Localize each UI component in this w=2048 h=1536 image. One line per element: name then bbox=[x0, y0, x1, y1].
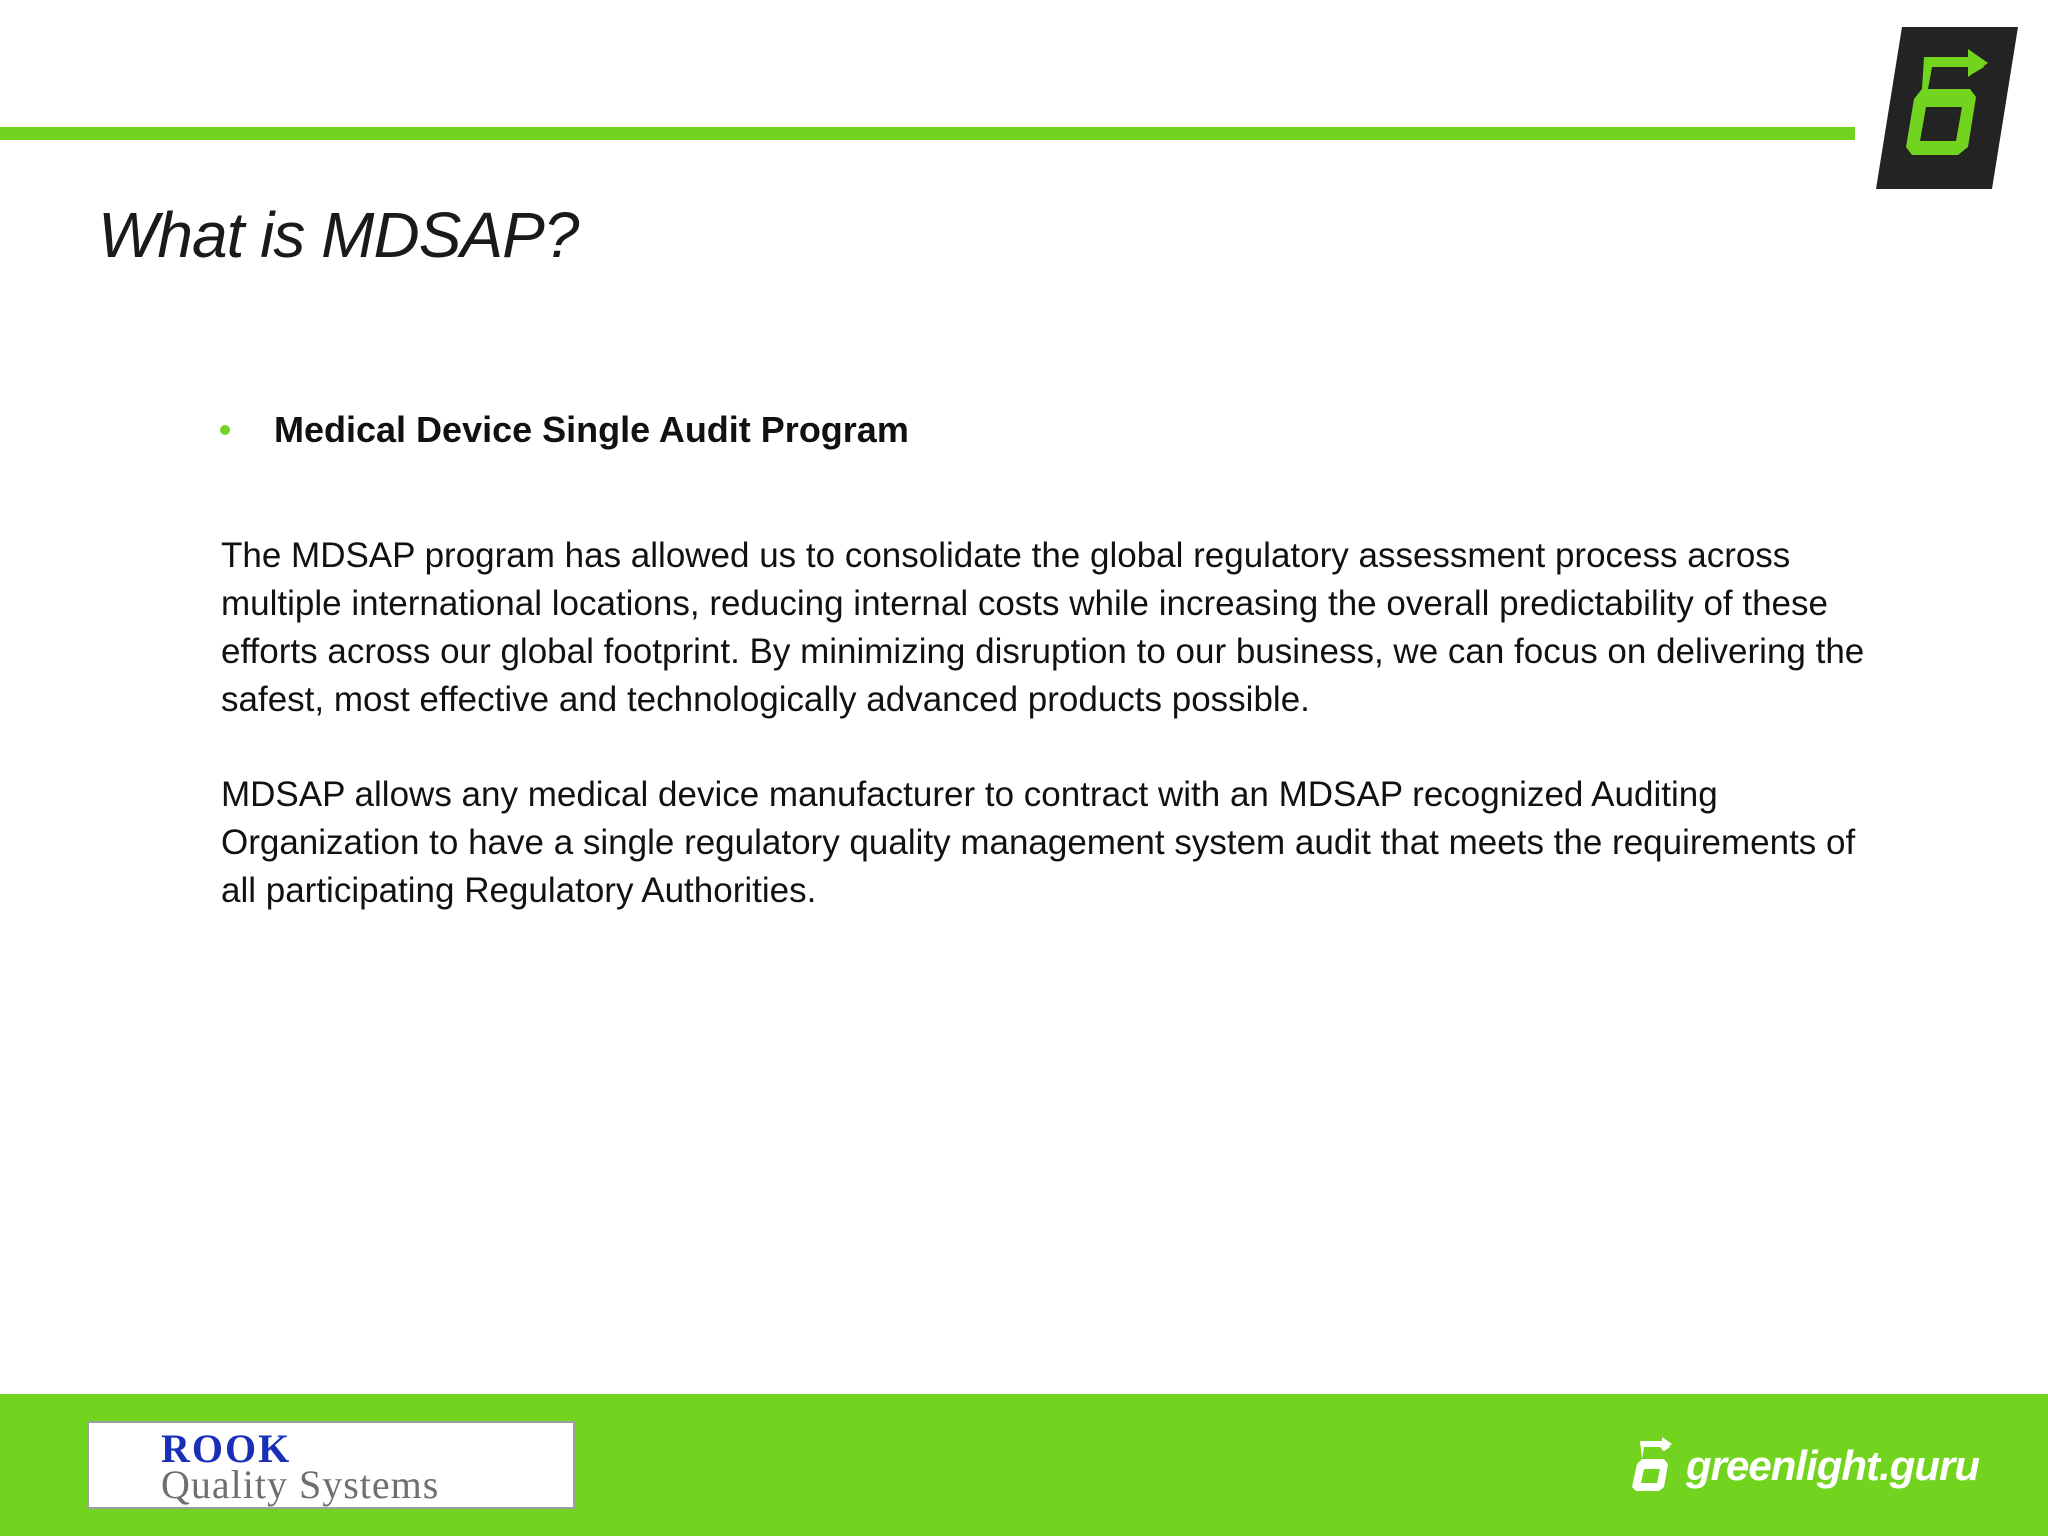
body-paragraph-1: The MDSAP program has allowed us to consolidate the global regulatory assessment process across multiple international locations, reducing internal costs while increasing the overall predictability of these efforts across our global footprint. By minimizing disruption to our business, we can focus on delivering the safest, most effective and technologically advanced products possible. bbox=[221, 536, 1865, 719]
bullet-text: Medical Device Single Audit Program bbox=[274, 409, 909, 450]
slide-title: What is MDSAP? bbox=[98, 199, 579, 271]
greenlight-guru-wordmark: greenlight.guru bbox=[1686, 1442, 1979, 1489]
rook-logo-subtitle: Quality Systems bbox=[161, 1462, 440, 1507]
bullet-item bbox=[220, 405, 909, 455]
rook-logo-name: ROOK bbox=[161, 1426, 292, 1471]
header-accent-rule bbox=[0, 127, 1855, 140]
greenlight-guru-g-icon bbox=[1876, 27, 2018, 189]
body-paragraph-2: MDSAP allows any medical device manufacturer to contract with an MDSAP recognized Auditing Organization to have a single regulatory quality management system audit that meets the requirements of all participating Regulatory Authorities. bbox=[221, 775, 1856, 910]
greenlight-guru-footer-logo bbox=[1630, 1436, 1979, 1496]
bullet-dot-icon bbox=[220, 425, 230, 435]
rook-quality-systems-logo bbox=[87, 1421, 575, 1509]
greenlight-guru-g-icon bbox=[1630, 1437, 1674, 1495]
